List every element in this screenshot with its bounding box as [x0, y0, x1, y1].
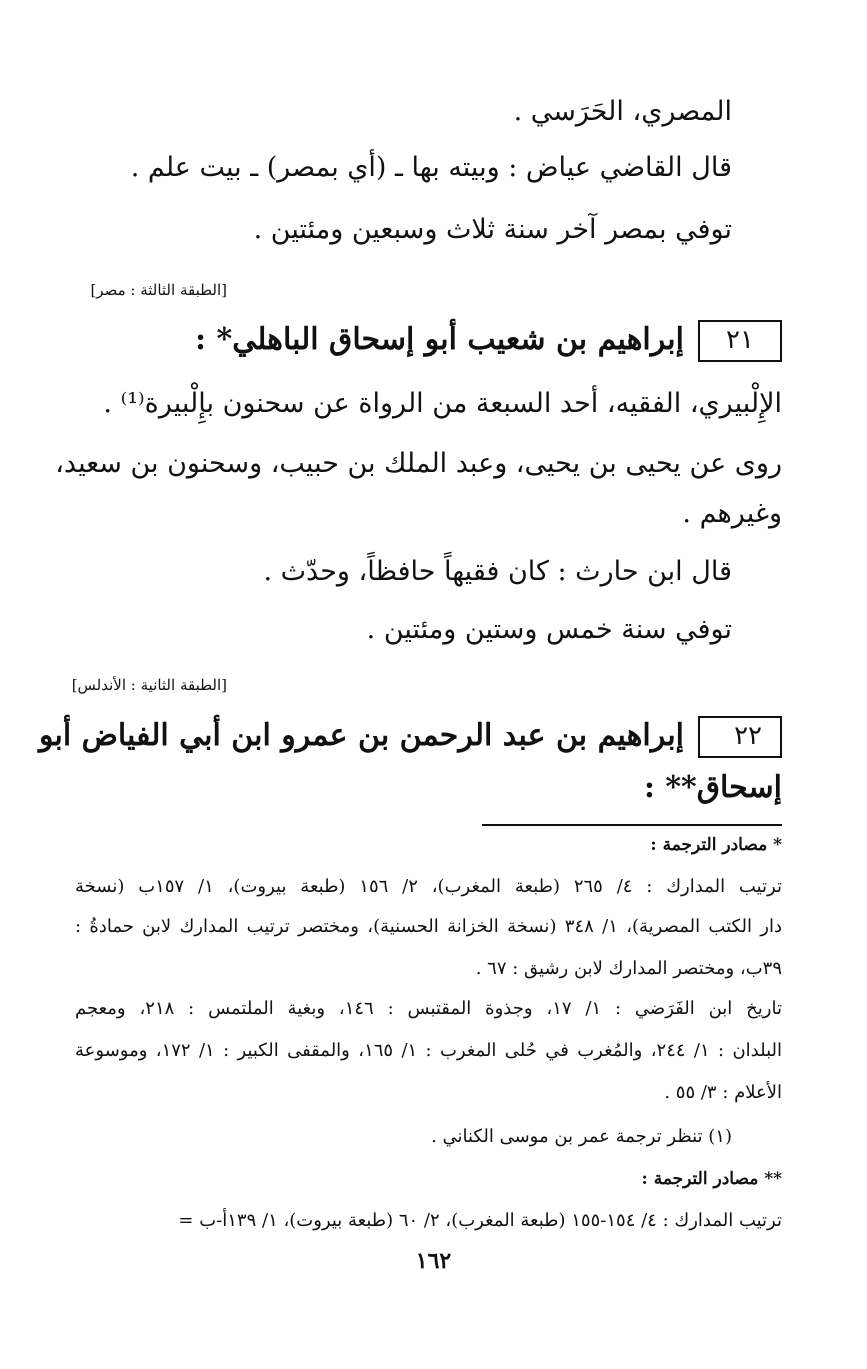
entry-number-box: ٢١ [698, 320, 782, 362]
entry-title: إبراهيم بن عبد الرحمن بن عمرو ابن أبي الفياض أبو [38, 718, 684, 753]
footnote-line: الأعلام : ٣/ ٥٥ . [664, 1082, 782, 1103]
text-line: الإِلْبيري، الفقيه، أحد السبعة من الرواة عن سحنون بإِلْبيرة⁽¹⁾ . [103, 388, 782, 419]
footnote-divider [482, 824, 782, 826]
footnote-heading: * مصادر الترجمة : [650, 835, 782, 855]
footnote-line: ترتيب المدارك : ٤/ ٢٦٥ (طبعة المغرب)، ٢/ ١٥٦ (طبعة بيروت)، ١/ ١٥٧ب (نسخة [75, 876, 782, 897]
text-line: المصري، الحَرَسي . [513, 96, 732, 127]
footnote-heading: ** مصادر الترجمة : [641, 1169, 782, 1189]
footnote-line: البلدان : ١/ ٢٤٤، والمُغرب في حُلى المغرب : ١/ ١٦٥، والمقفى الكبير : ١/ ١٧٢، وموسوعة [75, 1040, 783, 1061]
footnote-line: ٣٩ب، ومختصر المدارك لابن رشيق : ٦٧ . [475, 958, 782, 979]
text-line: توفي سنة خمس وستين ومئتين . [366, 614, 732, 645]
entry-heading [70, 318, 782, 362]
footnote-line: تاريخ ابن الفَرَضي : ١/ ١٧، وجذوة المقتبس : ١٤٦، وبغية الملتمس : ٢١٨، ومعجم [75, 998, 782, 1019]
text-line: وغيرهم . [682, 498, 782, 529]
footnote-line: دار الكتب المصرية)، ١/ ٣٤٨ (نسخة الخزانة الحسنية)، ومختصر ترتيب المدارك لابن حمادةُ : [75, 916, 782, 937]
text-line: قال القاضي عياض : وبيته بها ـ (أي بمصر) ـ بيت علم . [130, 152, 732, 183]
section-label: [الطبقة الثانية : الأندلس] [71, 676, 227, 694]
entry-title: إبراهيم بن شعيب أبو إسحاق الباهلي* : [194, 322, 684, 357]
section-label: [الطبقة الثالثة : مصر] [90, 281, 227, 299]
text-line: توفي بمصر آخر سنة ثلاث وسبعين ومئتين . [253, 214, 732, 245]
text-line: روى عن يحيى بن يحيى، وعبد الملك بن حبيب، وسحنون بن سعيد، [55, 448, 782, 479]
text-line: قال ابن حارث : كان فقيهاً حافظاً، وحدّث . [263, 556, 732, 587]
entry-heading [38, 714, 782, 758]
page-number: ١٦٢ [415, 1248, 452, 1274]
footnote-note: (١) تنظر ترجمة عمر بن موسى الكناني . [431, 1126, 732, 1147]
entry-number-box: ٢٢ [698, 716, 782, 758]
footnote-line: ترتيب المدارك : ٤/ ١٥٤-١٥٥ (طبعة المغرب)، ٢/ ٦٠ (طبعة بيروت)، ١/ ١٣٩أ-ب = [178, 1210, 782, 1231]
entry-title-continued: إسحاق** : [643, 770, 782, 805]
